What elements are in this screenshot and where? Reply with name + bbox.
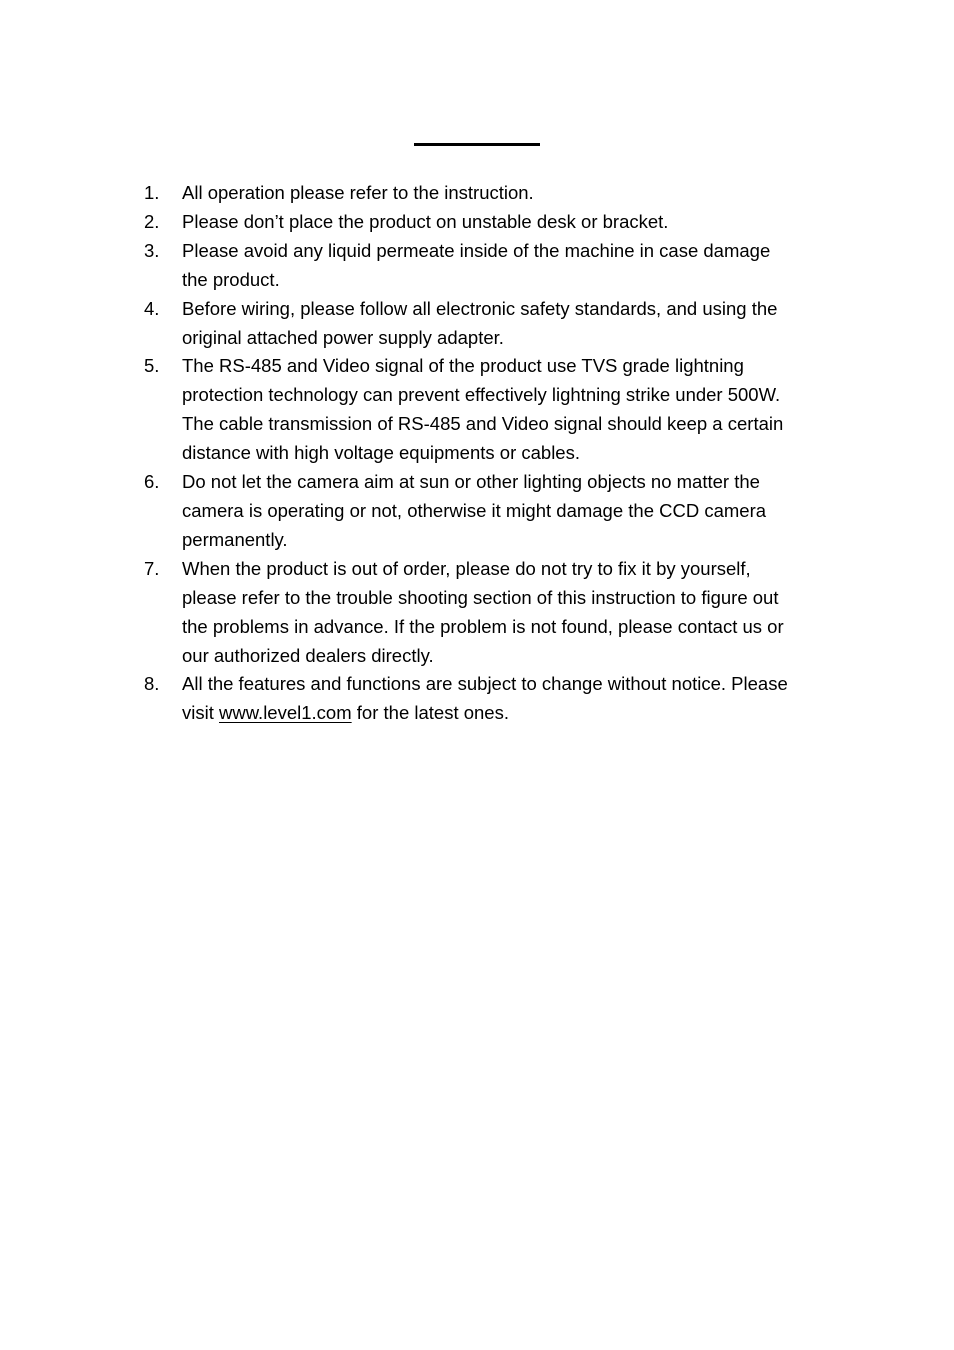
item-number: 5.	[144, 355, 160, 377]
list-item	[0, 295, 954, 353]
text-line: When the product is out of order, please do not try to fix it by yourself,	[182, 557, 751, 579]
safety-notice-list	[0, 179, 954, 728]
item-text	[182, 352, 822, 468]
text-line: All operation please refer to the instruction.	[182, 182, 534, 203]
item-number: 7.	[144, 557, 160, 579]
item-text	[182, 555, 822, 671]
text-line: the problems in advance. If the problem is not found, please contact us or	[182, 615, 784, 637]
text-line: The RS-485 and Video signal of the product use TVS grade lightning	[182, 355, 744, 377]
website-link[interactable]: www.level1.com	[219, 702, 352, 724]
item-number: 3.	[144, 239, 160, 261]
text-line: permanently.	[182, 528, 288, 550]
text-line: Before wiring, please follow all electronic safety standards, and using the	[182, 297, 778, 319]
link-suffix: for the latest ones.	[351, 702, 509, 724]
list-item	[0, 468, 954, 555]
text-line: original attached power supply adapter.	[182, 326, 504, 348]
item-text	[182, 670, 822, 728]
list-item	[0, 352, 954, 468]
item-text	[182, 237, 822, 295]
item-number: 2.	[144, 210, 160, 232]
list-item	[0, 555, 954, 671]
text-line: the product.	[182, 268, 280, 290]
text-line: All the features and functions are subject to change without notice. Please	[182, 673, 788, 695]
title-underline	[414, 143, 540, 146]
item-text	[182, 208, 822, 237]
text-line: Do not let the camera aim at sun or other lighting objects no matter the	[182, 471, 760, 493]
text-line: The cable transmission of RS-485 and Video signal should keep a certain	[182, 413, 784, 435]
text-line: our authorized dealers directly.	[182, 644, 434, 666]
list-item	[0, 179, 954, 208]
item-number: 4.	[144, 297, 160, 319]
link-prefix: visit	[182, 702, 219, 724]
text-line: Please avoid any liquid permeate inside of the machine in case damage	[182, 239, 771, 261]
item-text	[182, 179, 822, 208]
text-line: distance with high voltage equipments or cables.	[182, 442, 580, 464]
item-text	[182, 468, 822, 555]
text-line: protection technology can prevent effectively lightning strike under 500W.	[182, 384, 781, 406]
text-line	[182, 702, 509, 723]
item-number: 8.	[144, 673, 160, 695]
list-item	[0, 237, 954, 295]
list-item	[0, 208, 954, 237]
item-number: 6.	[144, 471, 160, 493]
list-item	[0, 670, 954, 728]
text-line: please refer to the trouble shooting section of this instruction to figure out	[182, 586, 779, 608]
item-text	[182, 295, 822, 353]
item-number: 1.	[144, 182, 160, 203]
text-line: camera is operating or not, otherwise it might damage the CCD camera	[182, 499, 767, 521]
text-line: Please don’t place the product on unstable desk or bracket.	[182, 210, 669, 232]
